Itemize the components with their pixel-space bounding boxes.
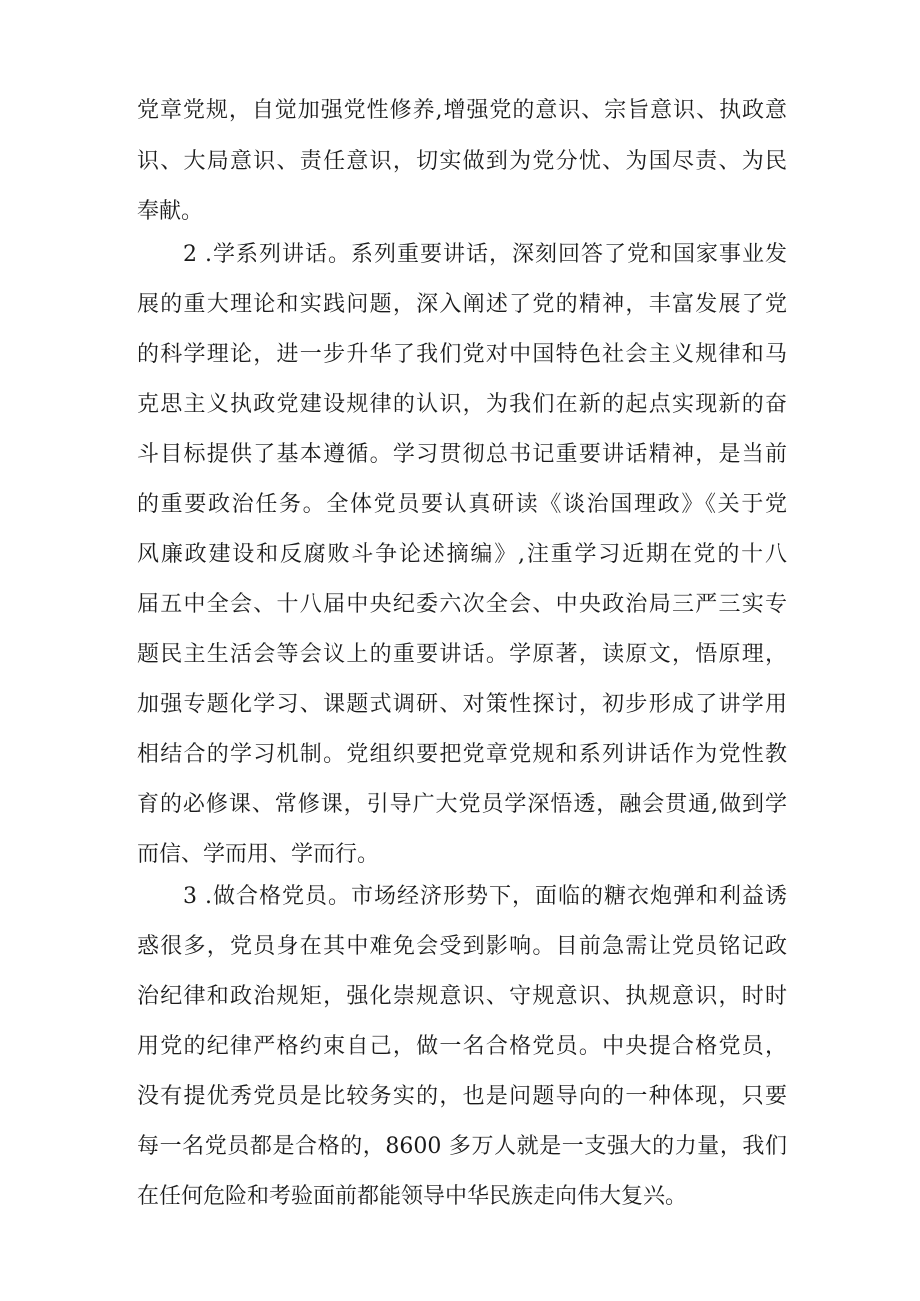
text-line: 党章党规，自觉加强党性修养,增强党的意识、宗旨意识、执政意 bbox=[137, 98, 787, 123]
text-line: 奉献。 bbox=[137, 199, 204, 224]
text-line: 题民主生活会等会议上的重要讲话。学原著，读原文，悟原理， bbox=[137, 642, 787, 667]
paragraph-2-first-line: 2 .学系列讲话。系列重要讲话，深刻回答了党和国家事业发 bbox=[183, 242, 787, 267]
text-line: 届五中全会、十八届中央纪委六次全会、中央政治局三严三实专 bbox=[137, 592, 787, 617]
text-line: 育的必修课、常修课，引导广大党员学深悟透，融会贯通,做到学 bbox=[137, 792, 787, 817]
text-line: 惑很多，党员身在其中难免会受到影响。目前急需让党员铭记政 bbox=[137, 934, 787, 959]
text-line: 治纪律和政治规矩，强化崇规意识、守规意识、执规意识，时时 bbox=[137, 984, 787, 1009]
text-line: 没有提优秀党员是比较务实的，也是问题导向的一种体现，只要 bbox=[137, 1084, 787, 1109]
text-line: 在任何危险和考验面前都能领导中华民族走向伟大复兴。 bbox=[137, 1184, 688, 1209]
text-line: 每一名党员都是合格的，8600 多万人就是一支强大的力量，我们 bbox=[137, 1134, 787, 1159]
text-line: 相结合的学习机制。党组织要把党章党规和系列讲话作为党性教 bbox=[137, 742, 787, 767]
text-line: 而信、学而用、学而行。 bbox=[137, 842, 380, 867]
text-line: 展的重大理论和实践问题，深入阐述了党的精神，丰富发展了党 bbox=[137, 292, 787, 317]
text-line: 用党的纪律严格约束自己，做一名合格党员。中央提合格党员， bbox=[137, 1034, 787, 1059]
text-line: 克思主义执政党建设规律的认识，为我们在新的起点实现新的奋 bbox=[137, 392, 787, 417]
text-line: 加强专题化学习、课题式调研、对策性探讨，初步形成了讲学用 bbox=[137, 692, 787, 717]
text-line: 识、大局意识、责任意识，切实做到为党分忧、为国尽责、为民 bbox=[137, 149, 787, 174]
text-line: 风廉政建设和反腐败斗争论述摘编》,注重学习近期在党的十八 bbox=[137, 542, 787, 567]
text-line: 斗目标提供了基本遵循。学习贯彻总书记重要讲话精神，是当前 bbox=[137, 442, 787, 467]
text-line: 的重要政治任务。全体党员要认真研读《谈治国理政》《关于党 bbox=[137, 492, 787, 517]
paragraph-3-first-line: 3 .做合格党员。市场经济形势下，面临的糖衣炮弹和利益诱 bbox=[183, 884, 787, 909]
text-line: 的科学理论，进一步升华了我们党对中国特色社会主义规律和马 bbox=[137, 342, 787, 367]
